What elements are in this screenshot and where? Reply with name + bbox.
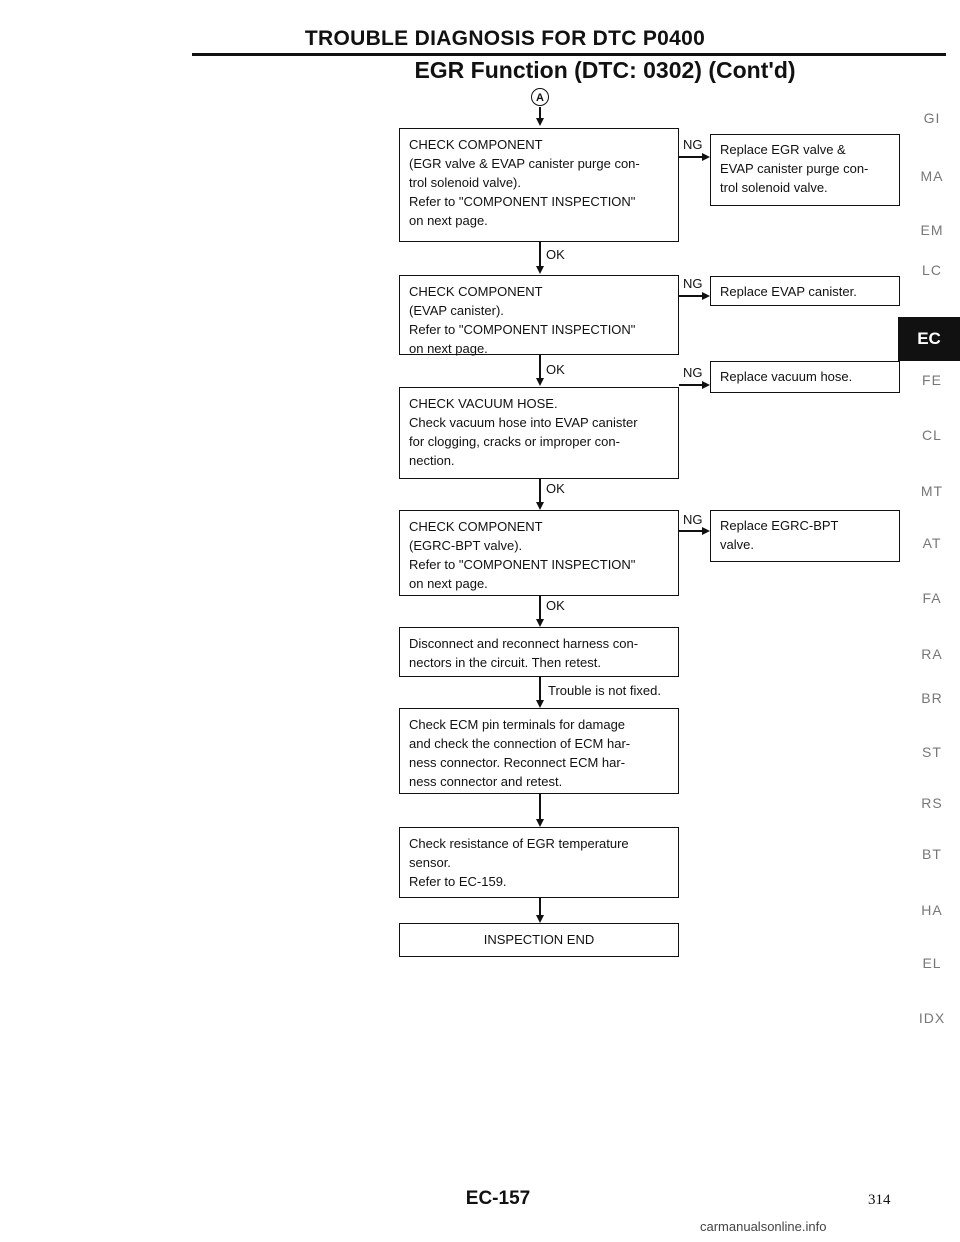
ok-label: OK [546,481,565,496]
section-tab-el[interactable]: EL [922,955,942,971]
section-tab-lc[interactable]: LC [922,262,942,278]
not-fixed-label: Trouble is not fixed. [548,683,661,698]
watermark: carmanualsonline.info [700,1219,827,1234]
arrow-down-icon [536,502,544,510]
section-tab-fe[interactable]: FE [922,372,942,388]
step-check-egrc-bpt-valve: CHECK COMPONENT (EGRC-BPT valve). Refer to "COMPONENT INSPECTION" on next page. [399,510,679,596]
arrow-down-icon [536,619,544,627]
remedy-replace-egrc-bpt-valve: Replace EGRC-BPT valve. [710,510,900,562]
remedy-replace-egr-valve: Replace EGR valve & EVAP canister purge con- trol solenoid valve. [710,134,900,206]
section-tab-ma[interactable]: MA [920,168,944,184]
section-tab-mt[interactable]: MT [920,483,944,499]
page-number: 314 [868,1192,891,1208]
ng-label: NG [683,512,703,527]
page-subtitle: EGR Function (DTC: 0302) (Cont'd) [414,57,796,83]
step-check-egr-valve: CHECK COMPONENT (EGR valve & EVAP canister purge con- trol solenoid valve). Refer to "COMPONENT INSPECTION" on next page. [399,128,679,242]
step-check-ecm-terminals: Check ECM pin terminals for damage and check the connection of ECM har- ness connector. Reconnect ECM har- ness connector and retest. [399,708,679,794]
page-title: TROUBLE DIAGNOSIS FOR DTC P0400 [304,27,706,50]
page-code: EC-157 [465,1188,531,1209]
step-check-evap-canister: CHECK COMPONENT (EVAP canister). Refer to "COMPONENT INSPECTION" on next page. [399,275,679,355]
section-tab-bt[interactable]: BT [922,846,942,862]
section-tab-fa[interactable]: FA [922,590,942,606]
remedy-replace-vacuum-hose: Replace vacuum hose. [710,361,900,393]
remedy-replace-evap-canister: Replace EVAP canister. [710,276,900,306]
connector-a: A [531,88,549,106]
section-tab-cl[interactable]: CL [922,427,942,443]
arrow-down-icon [536,378,544,386]
flow-line [539,355,541,379]
arrow-down-icon [536,118,544,126]
flow-line [539,242,541,267]
ok-label: OK [546,247,565,262]
section-tab-br[interactable]: BR [921,690,943,706]
flow-line [539,677,541,701]
header-rule [192,53,946,56]
section-tab-ha[interactable]: HA [921,902,943,918]
arrow-right-icon [702,292,710,300]
ng-line [679,156,703,158]
ok-label: OK [546,598,565,613]
ng-line [679,530,703,532]
step-inspection-end: INSPECTION END [399,923,679,957]
flow-line [539,898,541,916]
ng-label: NG [683,137,703,152]
section-tab-ra[interactable]: RA [921,646,943,662]
section-tab-rs[interactable]: RS [921,795,943,811]
step-check-vacuum-hose: CHECK VACUUM HOSE. Check vacuum hose into EVAP canister for clogging, cracks or improper con- nection. [399,387,679,479]
ok-label: OK [546,362,565,377]
arrow-right-icon [702,381,710,389]
section-tab-at[interactable]: AT [922,535,942,551]
ng-label: NG [683,365,703,380]
section-tab-gi[interactable]: GI [923,110,941,126]
step-check-egr-temp-sensor: Check resistance of EGR temperature sensor. Refer to EC-159. [399,827,679,898]
ng-label: NG [683,276,703,291]
ng-line [679,384,703,386]
flow-line [539,596,541,620]
arrow-down-icon [536,915,544,923]
section-tab-em[interactable]: EM [920,222,944,238]
section-tab-ec-active[interactable]: EC [898,317,960,361]
arrow-down-icon [536,266,544,274]
arrow-down-icon [536,700,544,708]
step-reconnect-harness: Disconnect and reconnect harness con- nectors in the circuit. Then retest. [399,627,679,677]
ng-line [679,295,703,297]
arrow-right-icon [702,527,710,535]
flow-line [539,479,541,503]
section-tab-st[interactable]: ST [922,744,942,760]
arrow-down-icon [536,819,544,827]
section-tab-idx[interactable]: IDX [918,1010,946,1026]
arrow-right-icon [702,153,710,161]
flow-line [539,794,541,820]
